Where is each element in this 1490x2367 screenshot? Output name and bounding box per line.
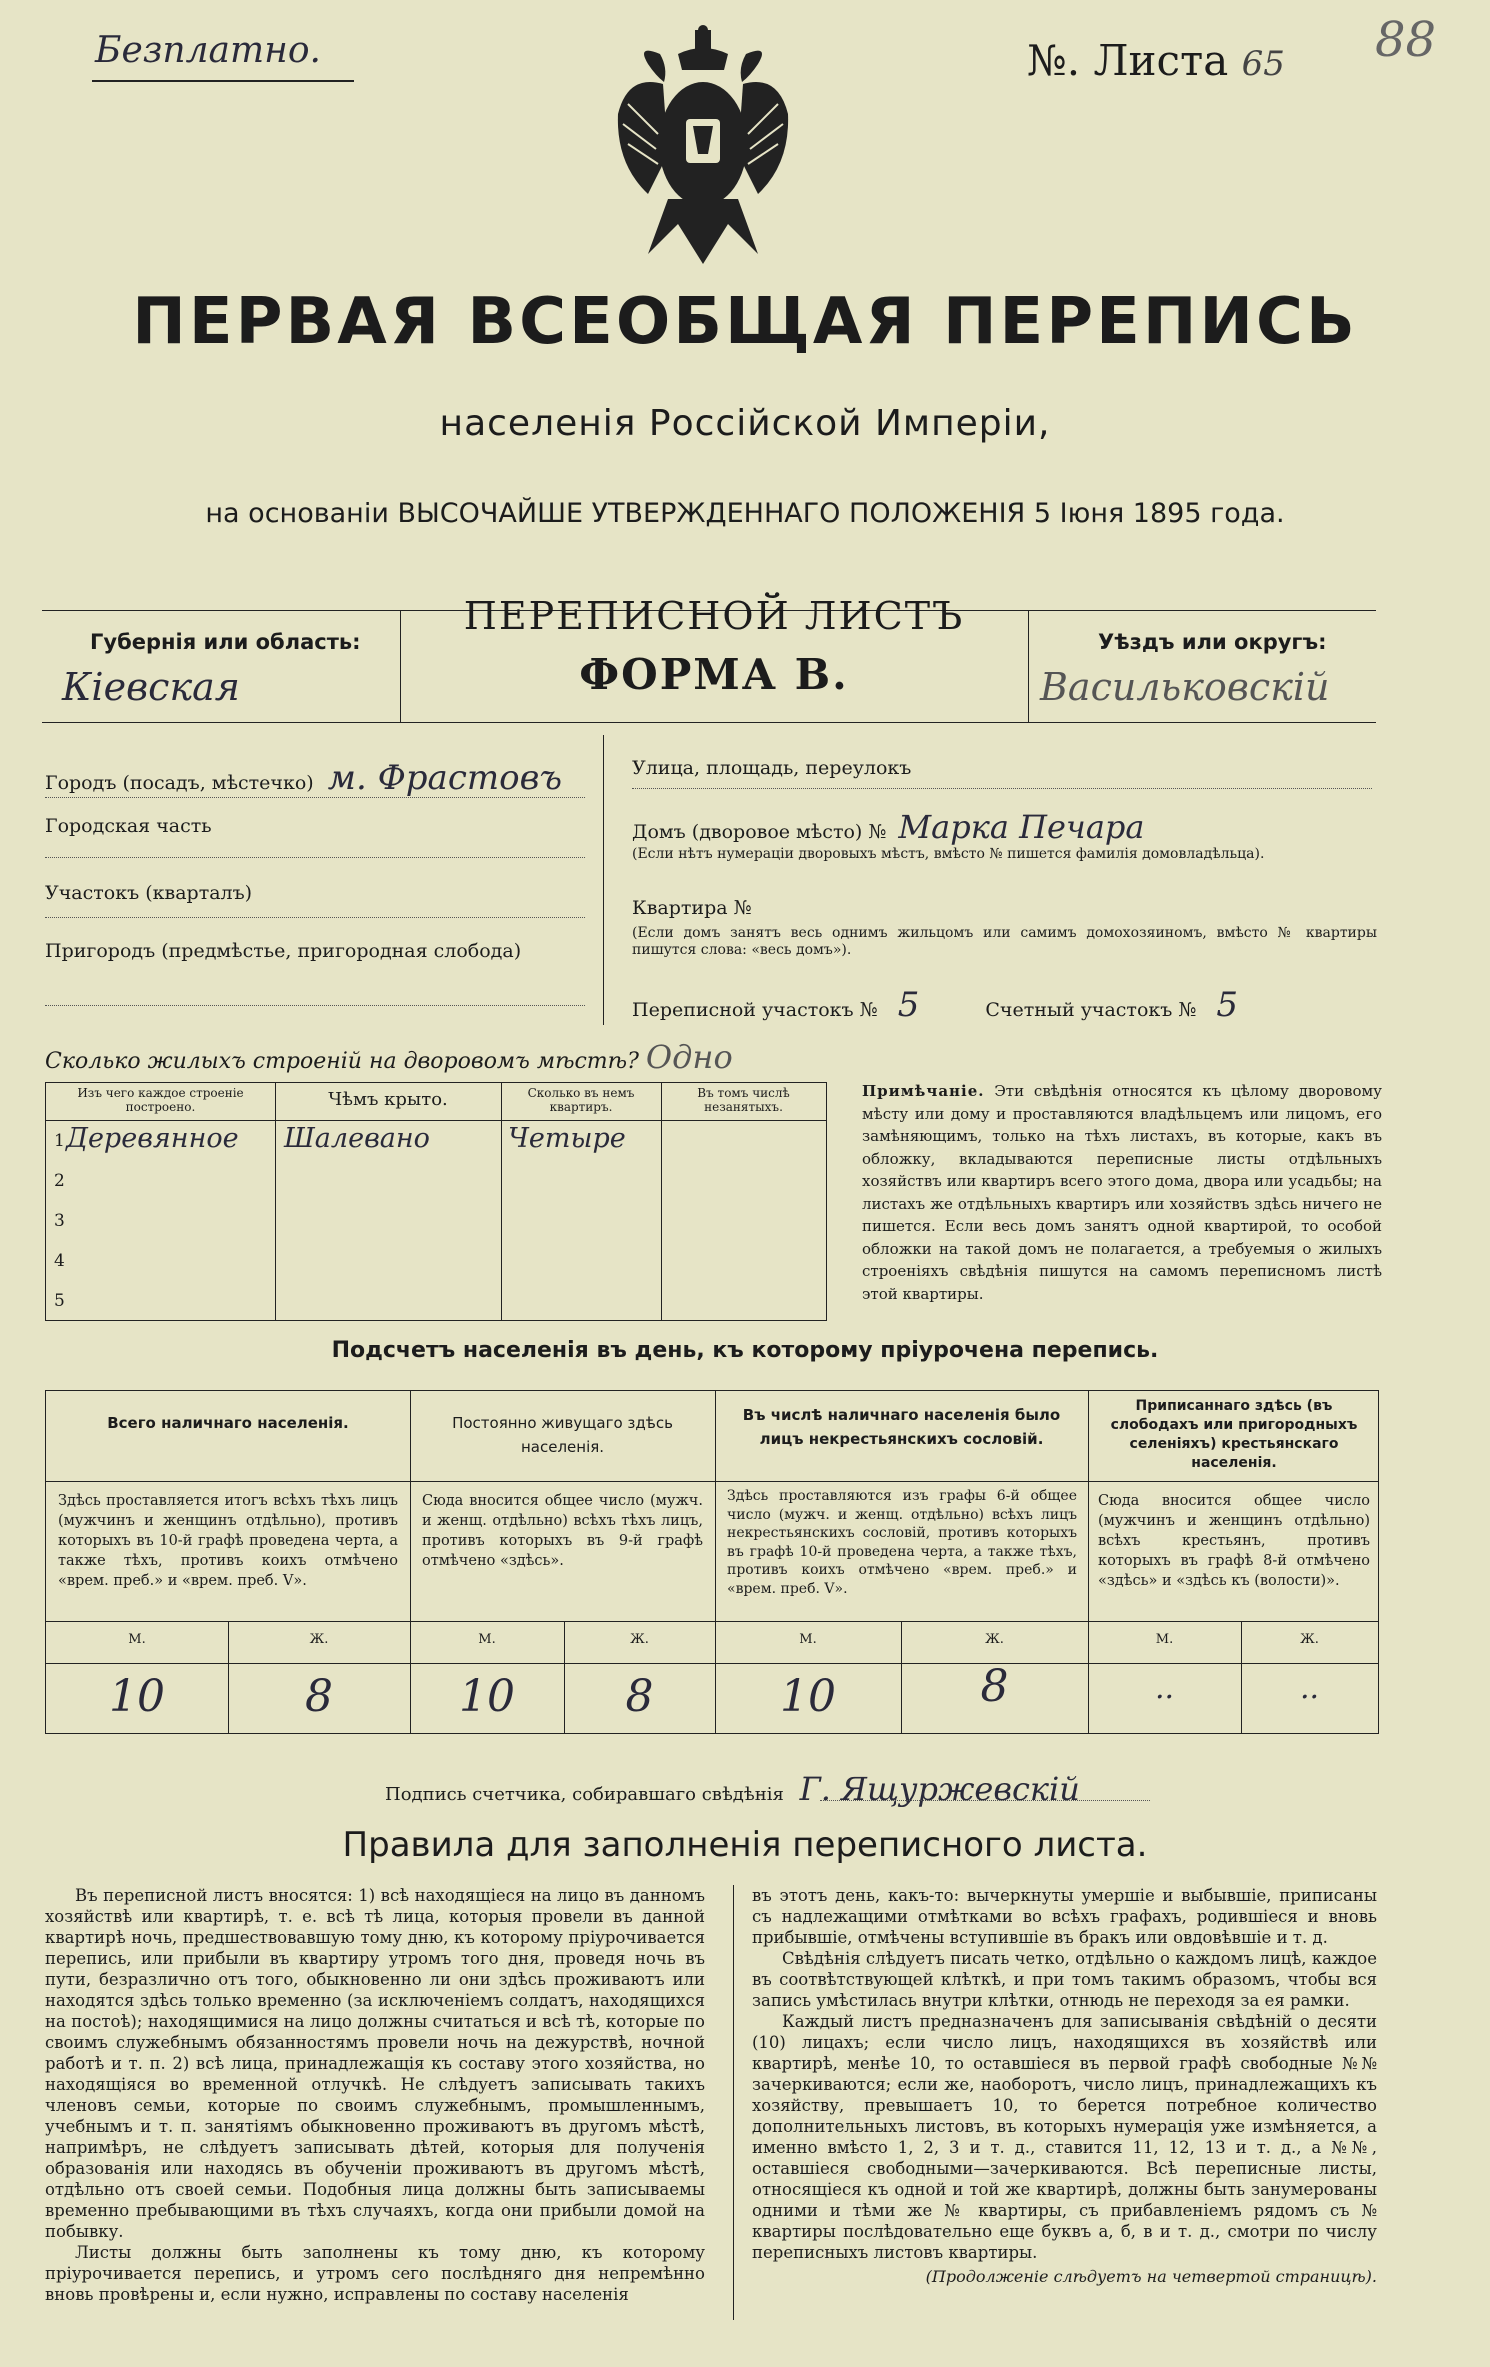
province-label: Губернія или область:: [90, 630, 361, 654]
pop-col-nonpeasant-desc: Здѣсь проставляются изъ графы 6-й общее число (мужч. и женщ. отдѣльно) всѣхъ лицъ некрестьянскихъ сословій, противъ которыхъ въ графѣ 10-й проведена черта, а также тѣхъ, противъ коихъ отмѣчено «врем. преб.» и «врем. преб. V».: [727, 1488, 1077, 1597]
house-field: [632, 808, 1144, 846]
rules-right-paragraph: Свѣдѣнія слѣдуетъ писать четко, отдѣльно о каждомъ лицѣ, каждое въ соотвѣтствующей клѣткѣ, и при томъ такимъ образомъ, чтобы вся запись умѣстилась внутри клѣтки, отнюдь не переходя за ея рамки.: [752, 1949, 1377, 2010]
pop-col-permanent-desc: Сюда вносится общее число (мужч. и женщ. отдѣльно) всѣхъ тѣхъ лицъ, противъ которыхъ въ 9-й графѣ отмѣчено «здѣсь».: [422, 1493, 703, 1569]
street-label: Улица, площадь, переулокъ: [632, 757, 912, 779]
pop-col-peasant-head: Приписаннаго здѣсь (въ слободахъ или пригородныхъ селеніяхъ) крестьянскаго населенія.: [1110, 1398, 1358, 1471]
census-area-label: Переписной участокъ №: [632, 999, 878, 1021]
pop-f-label: Ж.: [1300, 1632, 1319, 1647]
province-value: Кіевская: [62, 665, 240, 709]
pop-m-label: М.: [799, 1632, 817, 1647]
buildings-col-apartments: Сколько въ немъ квартиръ.: [527, 1086, 635, 1114]
pop-permanent-f: 8: [625, 1671, 654, 1722]
pop-m-label: М.: [1155, 1632, 1174, 1647]
pop-col-permanent-head: Постоянно живущаго здѣсь населенія.: [452, 1414, 673, 1456]
building-apartments-value: Четыре: [508, 1123, 626, 1154]
page-basis: на основаніи ВЫСОЧАЙШЕ УТВЕРЖДЕННАГО ПОЛОЖЕНІЯ 5 Іюня 1895 года.: [205, 498, 1285, 529]
buildings-row-number: 1: [54, 1131, 65, 1151]
pop-nonpeasant-f: 8: [980, 1661, 1009, 1712]
district-value: Васильковскій: [1040, 665, 1330, 709]
counting-area-label: Счетный участокъ №: [985, 999, 1197, 1021]
free-label: Безплатно.: [95, 30, 321, 71]
signature-label: Подпись счетчика, собиравшаго свѣдѣнія: [385, 1784, 784, 1805]
pop-m-label: М.: [478, 1632, 496, 1647]
buildings-note: [862, 1080, 1382, 1305]
pop-total-m: 10: [109, 1671, 165, 1722]
building-material-value: Деревянное: [66, 1123, 239, 1154]
pop-col-total-desc: Здѣсь проставляется итогъ всѣхъ тѣхъ лицъ (мужчинъ и женщинъ отдѣльно), противъ которыхъ въ 10-й графѣ проведена черта, а также тѣхъ, противъ коихъ отмѣчено «врем. преб.» и «врем. преб. V».: [58, 1493, 398, 1589]
city-label: Городъ (посадъ, мѣстечко): [45, 772, 314, 794]
pop-f-label: Ж.: [309, 1632, 329, 1647]
signature-value: Г. Ящуржевскій: [799, 1770, 1080, 1808]
sheet-number: [1027, 36, 1285, 85]
form-subtitle: ФОРМА В.: [579, 650, 849, 699]
precinct-label: Участокъ (кварталъ): [45, 882, 253, 904]
margin-note: 88: [1375, 12, 1437, 68]
pop-nonpeasant-m: 10: [780, 1671, 836, 1722]
pop-col-total-head: Всего наличнаго населенія.: [107, 1414, 349, 1432]
sheet-number-label: №. Листа: [1027, 36, 1229, 85]
buildings-question-text: Сколько жилыхъ строеній на дворовомъ мѣстѣ?: [45, 1049, 639, 1074]
buildings-question: [45, 1038, 733, 1076]
city-part-label: Городская часть: [45, 815, 212, 837]
house-value: Марка Печара: [898, 808, 1145, 846]
census-area-field: [632, 985, 1238, 1025]
pop-peasant-m: ..: [1154, 1671, 1175, 1706]
city-field: [45, 758, 562, 798]
double-headed-eagle-icon: [608, 24, 798, 274]
pop-col-peasant-desc: Сюда вносится общее число (мужчинъ и женщинъ отдѣльно) всѣхъ крестьянъ, противъ которыхъ въ графѣ 8-й отмѣчено «здѣсь» и «здѣсь къ (волости)».: [1098, 1493, 1370, 1589]
city-value: м. Фрастовъ: [327, 758, 563, 798]
population-table: [45, 1390, 1379, 1734]
house-label: Домъ (дворовое мѣсто) №: [632, 821, 887, 843]
pop-total-f: 8: [305, 1671, 333, 1722]
rules-continued: (Продолженіе слѣдуетъ на четвертой страницѣ).: [925, 2267, 1377, 2286]
buildings-row-number: 5: [54, 1291, 65, 1311]
page-subtitle: населенія Россійской Имперіи,: [439, 403, 1051, 444]
page-title: ПЕРВАЯ ВСЕОБЩАЯ ПЕРЕПИСЬ: [132, 285, 1358, 359]
buildings-col-roof: Чѣмъ крыто.: [328, 1089, 448, 1110]
building-roof-value: Шалевано: [284, 1123, 430, 1154]
rules-left-paragraph: Въ переписной листъ вносятся: 1) всѣ находящіеся на лицо въ данномъ хозяйствѣ или квартирѣ, т. е. всѣ тѣ лица, которыя провели въ данной квартирѣ ночь, предшествовавшую тому дню, къ которому пріурочивается перепись, или прибыли въ квартиру утромъ того дня, проведя ночь въ пути, безразлично отъ того, обыкновенно ли они здѣсь проживаютъ или находятся здѣсь только временно (за исключеніемъ солдатъ, находящихся на постоѣ); находящимися на лицо должны считаться и всѣ тѣ, которые по своимъ служебнымъ обязанностямъ провели ночь на дежурствѣ, ночной работѣ и т. п. 2) всѣ лица, принадлежащія къ составу этого хозяйства, но находящіяся во временной отлучкѣ. Не слѣдуетъ записывать такихъ членовъ семьи, которые по своимъ служебнымъ, промышленнымъ, учебнымъ и т. п. занятіямъ обыкновенно проживаютъ въ другомъ мѣстѣ, напримѣръ, не слѣдуетъ записывать дѣтей, которыя для полученія образованія или находясь въ обученіи проживаютъ въ другомъ мѣстѣ, отдѣльно отъ своей семьи. Подобныя лица должны быть записываемы временно пребывающими въ тѣхъ случаяхъ, когда они прибыли домой на побывку.: [45, 1886, 705, 2241]
buildings-note-title: Примѣчаніе.: [862, 1082, 985, 1100]
counting-area-value: 5: [1216, 985, 1239, 1025]
rules-left-paragraph: Листы должны быть заполнены къ тому дню, къ которому пріурочивается перепись, и утромъ сего послѣдняго дня непремѣнно вновь провѣрены и, если нужно, исправлены по составу населенія: [45, 2243, 705, 2304]
house-note: (Если нѣтъ нумераціи дворовыхъ мѣстъ, вмѣсто № пишется фамилія домовладѣльца).: [632, 846, 1265, 862]
form-title: ПЕРЕПИСНОЙ ЛИСТЪ: [463, 594, 965, 638]
pop-f-label: Ж.: [630, 1632, 649, 1647]
rules-right-paragraph: въ этотъ день, какъ-то: вычеркнуты умершіе и выбывшіе, приписаны съ надлежащими отмѣтками во всѣхъ графахъ, родившіеся и вновь прибывшіе, отмѣчены вступившіе въ бракъ или овдовѣвшіе и т. д.: [752, 1886, 1377, 1947]
buildings-row-number: 4: [54, 1251, 65, 1271]
signature-field: [385, 1770, 1080, 1808]
population-title: Подсчетъ населенія въ день, къ которому пріурочена перепись.: [331, 1338, 1159, 1363]
buildings-row-number: 3: [54, 1211, 65, 1231]
rules-title: Правила для заполненія переписного листа.: [342, 1825, 1148, 1865]
sheet-number-value: 65: [1241, 44, 1285, 84]
buildings-col-material: Изъ чего каждое строеніе построено.: [77, 1086, 244, 1114]
apartment-note: (Если домъ занятъ весь однимъ жильцомъ или самимъ домохозяиномъ, вмѣсто № квартиры пишутся слова: «весь домъ»).: [632, 925, 1377, 958]
pop-permanent-m: 10: [459, 1671, 515, 1722]
rules-right-paragraph: Каждый листъ предназначенъ для записыванія свѣдѣній о десяти (10) лицахъ; если число лицъ, находящихся въ хозяйствѣ или квартирѣ, менѣе 10, то оставшіеся въ первой графѣ свободные №№ зачеркиваются; если же, наоборотъ, число лицъ, принадлежащихъ къ хозяйству, превышаетъ 10, то берется потребное количество дополнительныхъ листовъ, въ которыхъ нумерація уже измѣняется, а именно вмѣсто 1, 2, 3 и т. д., ставится 11, 12, 13 и т. д., а №№, оставшіеся свободными—зачеркиваются. Всѣ переписные листы, относящіеся къ одной и той же квартирѣ, должны быть занумерованы одними и тѣми же № квартиры, съ прибавленіемъ рядомъ съ № квартиры послѣдовательно еще буквъ а, б, в и т. д., смотри по числу переписныхъ листовъ квартиры.: [752, 2012, 1377, 2262]
buildings-col-vacant: Въ томъ числѣ незанятыхъ.: [697, 1086, 790, 1114]
district-label: Уѣздъ или округъ:: [1098, 630, 1327, 654]
pop-peasant-f: ..: [1299, 1671, 1320, 1706]
rules-right-column: [752, 1885, 1377, 2286]
buildings-row-number: 2: [54, 1171, 65, 1191]
buildings-answer: Одно: [645, 1038, 733, 1076]
buildings-table: [45, 1082, 827, 1321]
census-area-value: 5: [897, 985, 920, 1025]
buildings-note-text: Эти свѣдѣнія относятся къ цѣлому дворовому мѣсту или дому и проставляются владѣльцемъ или лицомъ, его замѣняющимъ, только на тѣхъ листахъ, въ которые, какъ въ обложку, вкладываются переписные листы отдѣльныхъ хозяйствъ или квартиръ всего этого дома, двора или усадьбы; на листахъ же отдѣльныхъ квартиръ или хозяйствъ здѣсь ничего не пишется. Если весь домъ занятъ одной квартирой, то особой обложки на такой домъ не полагается, а требуемыя о жилыхъ строеніяхъ свѣдѣнія пишутся на самомъ переписномъ листѣ этой квартиры.: [862, 1082, 1382, 1303]
pop-m-label: М.: [128, 1632, 146, 1647]
pop-col-nonpeasant-head: Въ числѣ наличнаго населенія было лицъ некрестьянскихъ сословій.: [742, 1406, 1061, 1448]
pop-f-label: Ж.: [985, 1632, 1004, 1647]
suburb-label: Пригородъ (предмѣстье, пригородная слобода): [45, 940, 522, 962]
rules-left-column: [45, 1885, 705, 2305]
apartment-label: Квартира №: [632, 897, 752, 919]
